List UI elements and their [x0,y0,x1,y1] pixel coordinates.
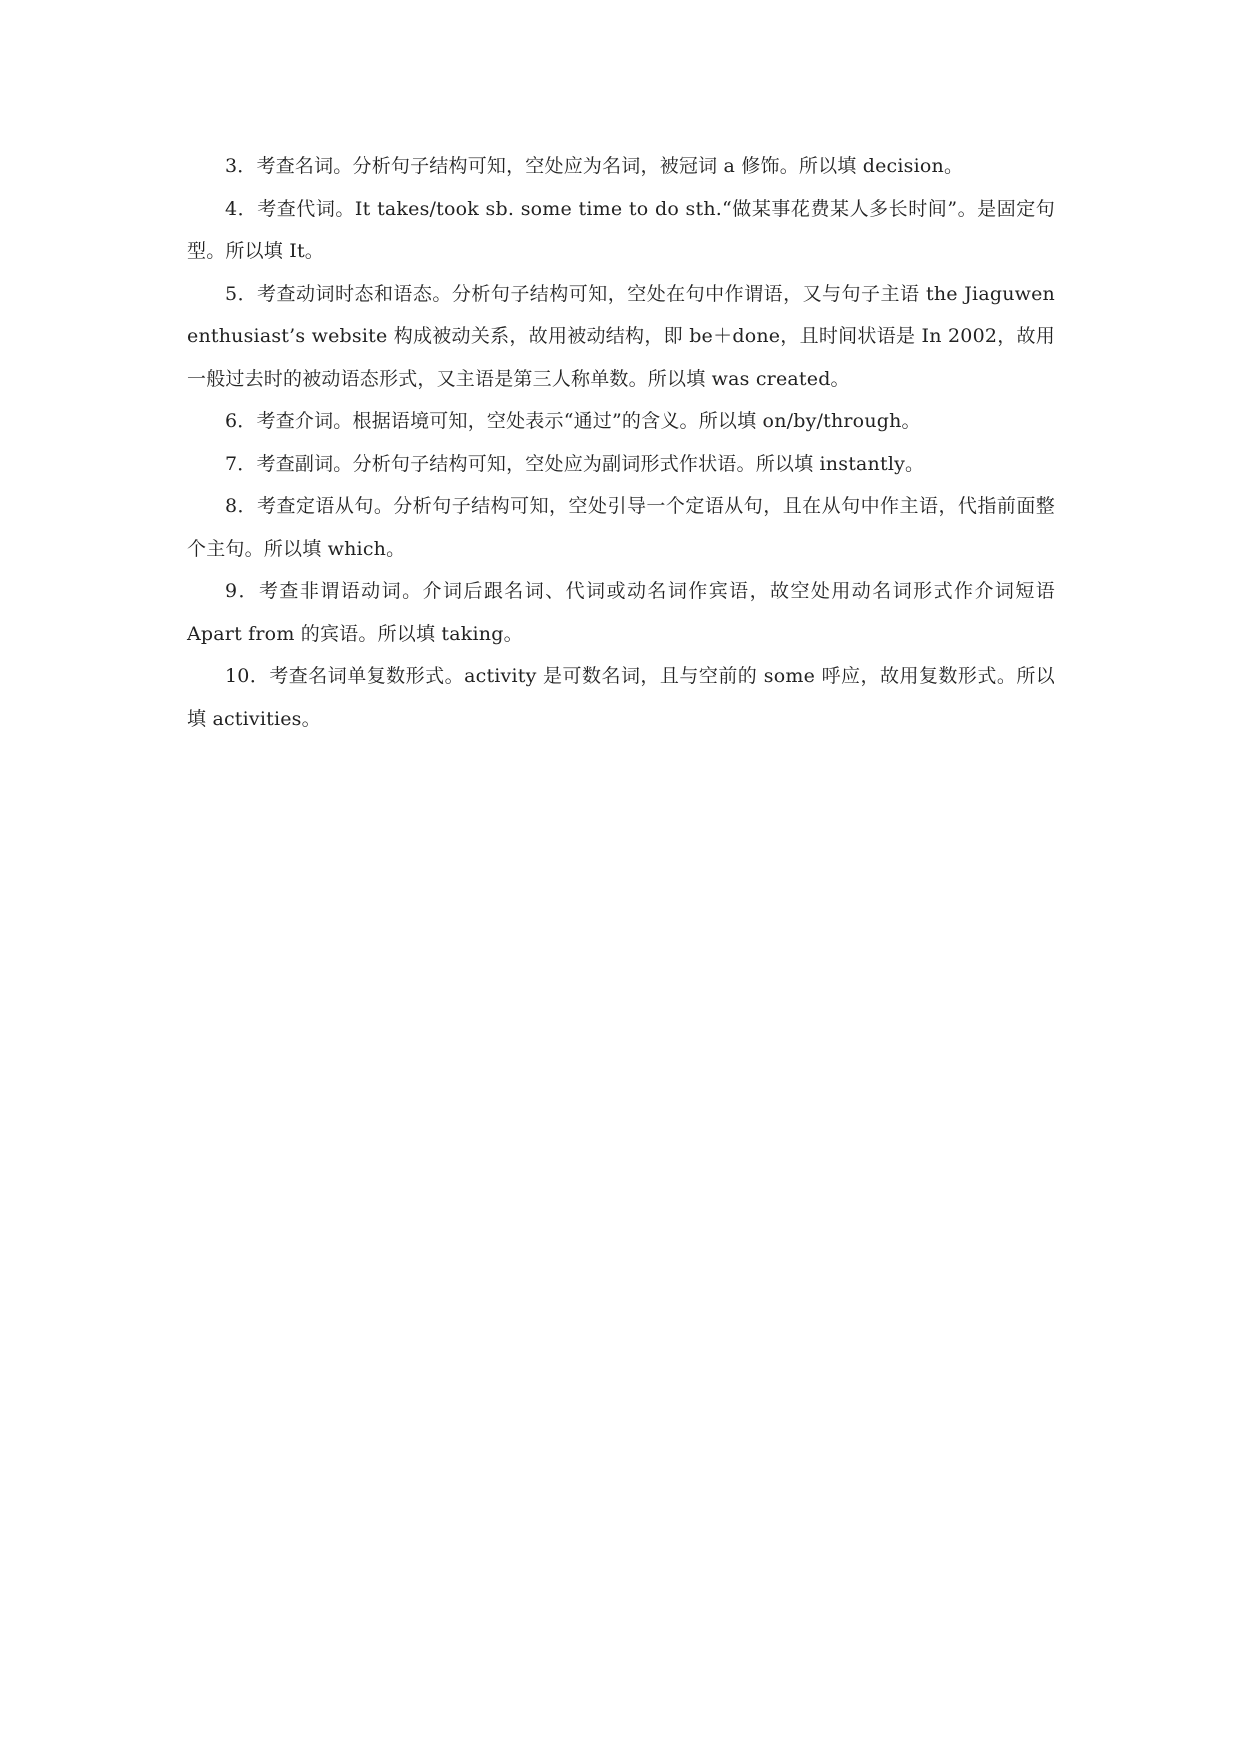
answer-explanations [187,145,1055,740]
explanation-item-3: 3．考查名词。分析句子结构可知，空处应为名词，被冠词 a 修饰。所以填 decision。 [225,155,964,177]
explanation-item-4: 4．考查代词。It takes/took sb. some time to do sth.“做某事花费某人多长时间”。是固定句型。所以填 It。 [187,197,1055,262]
explanation-item-10: 10．考查名词单复数形式。activity 是可数名词，且与空前的 some 呼应，故用复数形式。所以填 activities。 [187,665,1055,730]
explanation-item-9: 9．考查非谓语动词。介词后跟名词、代词或动名词作宾语，故空处用动名词形式作介词短语 Apart from 的宾语。所以填 taking。 [187,580,1055,645]
explanation-item-8: 8．考查定语从句。分析句子结构可知，空处引导一个定语从句，且在从句中作主语，代指前面整个主句。所以填 which。 [187,495,1055,560]
explanation-item-5: 5．考查动词时态和语态。分析句子结构可知，空处在句中作谓语，又与句子主语 the Jiaguwen enthusiast’s website 构成被动关系，故用被动结构，即 be＋done，且时间状语是 In 2002，故用一般过去时的被动语态形式，又主语是第三人称单数。所以填 was created。 [187,282,1055,390]
explanation-item-7: 7．考查副词。分析句子结构可知，空处应为副词形式作状语。所以填 instantly。 [225,452,925,475]
explanation-item-6: 6．考查介词。根据语境可知，空处表示“通过”的含义。所以填 on/by/through。 [225,410,921,432]
